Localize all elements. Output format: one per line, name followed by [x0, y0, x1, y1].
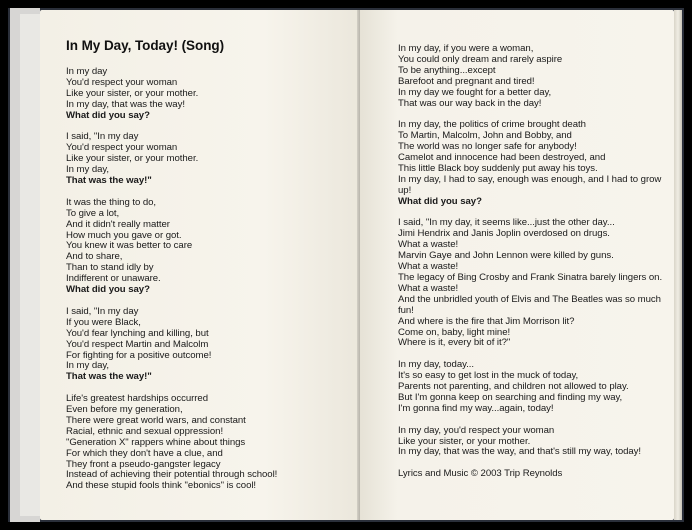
lyric-line: But I'm gonna keep on searching and finding my way, [398, 391, 623, 403]
lyric-line: Like your sister, or your mother. [66, 153, 199, 165]
lyric-line: To give a lot, [66, 207, 120, 219]
right-page-content [398, 44, 670, 480]
lyric-line-bold: What did you say? [66, 109, 150, 121]
lyric-line: Jimi Hendrix and Janis Joplin overdosed on drugs. [398, 228, 610, 240]
lyric-line: "Generation X" rappers whine about things [66, 436, 246, 448]
stanza [66, 198, 354, 296]
stanza [66, 394, 354, 492]
lyric-line: You could only dream and rarely aspire [398, 53, 563, 65]
lyric-line: The world was no longer safe for anybody! [398, 141, 577, 153]
lyric-line: In my day, that was the way, and that's still my way, today! [398, 446, 642, 458]
lyric-line: In my day, if you were a woman, [398, 43, 534, 54]
stanza [398, 44, 670, 109]
lyric-line: Than to stand idly by [66, 262, 154, 274]
left-page-content [66, 38, 354, 503]
lyric-line: And these stupid fools think "ebonics" is cool! [66, 480, 257, 492]
lyric-line: How much you gave or got. [66, 229, 182, 241]
lyric-line: To be anything...except [398, 64, 496, 76]
lyric-line: And where is the fire that Jim Morrison lit? [398, 315, 575, 327]
lyric-line: You'd fear lynching and killing, but [66, 327, 209, 339]
lyric-line: In my day, that was the way! [66, 98, 185, 110]
stanza [66, 132, 354, 187]
lyric-line: What a waste! [398, 261, 459, 273]
lyric-line: It's so easy to get lost in the muck of today, [398, 370, 579, 382]
stanza [398, 426, 670, 459]
lyric-line: And the unbridled youth of Elvis and The Beatles was so much fun! [398, 293, 661, 316]
lyric-line: In my day, the politics of crime brought death [398, 119, 586, 131]
lyric-line: The legacy of Bing Crosby and Frank Sinatra barely lingers on. What a waste! [398, 272, 663, 294]
stanza [398, 120, 670, 207]
lyric-line: Come on, baby, light mine! [398, 326, 511, 338]
lyric-line: Parents not parenting, and children not allowed to play. [398, 381, 629, 393]
lyric-line: I'm gonna find my way...again, today! [398, 402, 554, 414]
lyric-line: For which they don't have a clue, and [66, 447, 223, 459]
book-spread [8, 8, 684, 522]
lyric-line: You'd respect your woman [66, 76, 178, 88]
lyric-line: What a waste! [398, 239, 459, 251]
lyric-line: Life's greatest hardships occurred [66, 393, 208, 405]
lyric-line: It was the thing to do, [66, 196, 157, 208]
lyric-line: In my day, I had to say, enough was enough, and I had to grow up! [398, 173, 662, 196]
lyric-line: They front a pseudo-gangster legacy [66, 458, 221, 470]
lyric-line: Barefoot and pregnant and tired! [398, 75, 535, 87]
lyric-line: In my day, [66, 360, 110, 372]
lyric-line: You knew it was better to care [66, 240, 193, 252]
lyric-line: There were great world wars, and constant [66, 414, 246, 426]
lyric-line: Where is it, every bit of it?" [398, 337, 511, 349]
lyric-line: Like your sister, or your mother. [66, 87, 199, 99]
lyric-line-bold: That was the way!" [66, 175, 152, 187]
right-page [360, 10, 674, 520]
lyric-line: In my day [66, 66, 108, 77]
lyric-line: I said, "In my day [66, 131, 139, 143]
left-page [40, 10, 360, 520]
lyric-line-bold: What did you say? [398, 195, 482, 207]
stanza [66, 67, 354, 122]
stanza [66, 307, 354, 383]
lyric-line: In my day, today... [398, 359, 475, 371]
lyric-line: Camelot and innocence had been destroyed, and [398, 152, 606, 164]
lyric-line: I said, "In my day [66, 305, 139, 317]
right-stanzas [398, 44, 670, 458]
lyric-line: Indifferent or unaware. [66, 273, 161, 285]
stanza [398, 218, 670, 349]
lyric-line: In my day we fought for a better day, [398, 86, 552, 98]
lyric-line: Racial, ethnic and sexual oppression! [66, 425, 224, 437]
left-stanzas [66, 67, 354, 492]
lyric-line: Instead of achieving their potential through school! [66, 469, 278, 481]
lyric-line: For fighting for a positive outcome! [66, 349, 212, 361]
lyric-line: Even before my generation, [66, 404, 183, 416]
lyric-line: I said, "In my day, it seems like...just the other day... [398, 217, 615, 229]
stanza [398, 360, 670, 415]
book-cover-edge [10, 8, 40, 522]
lyric-line: To Martin, Malcolm, John and Bobby, and [398, 130, 572, 142]
right-page-edge [674, 10, 682, 520]
lyric-line-bold: What did you say? [66, 284, 150, 296]
copyright-credit: Lyrics and Music © 2003 Trip Reynolds [398, 468, 563, 480]
lyric-line: Like your sister, or your mother. [398, 435, 531, 447]
lyric-line: You'd respect your woman [66, 142, 178, 154]
lyric-line: You'd respect Martin and Malcolm [66, 338, 209, 350]
book-page-edges [20, 14, 40, 516]
lyric-line: This little Black boy suddenly put away his toys. [398, 162, 598, 174]
lyric-line: If you were Black, [66, 316, 141, 328]
lyric-line-bold: That was the way!" [66, 371, 152, 383]
lyric-line: Marvin Gaye and John Lennon were killed by guns. [398, 250, 614, 262]
lyric-line: And it didn't really matter [66, 218, 170, 230]
lyric-line: That was our way back in the day! [398, 97, 542, 109]
lyric-line: In my day, [66, 164, 110, 176]
song-title: In My Day, Today! (Song) [66, 38, 225, 53]
lyric-line: And to share, [66, 251, 123, 263]
lyric-line: In my day, you'd respect your woman [398, 424, 555, 436]
